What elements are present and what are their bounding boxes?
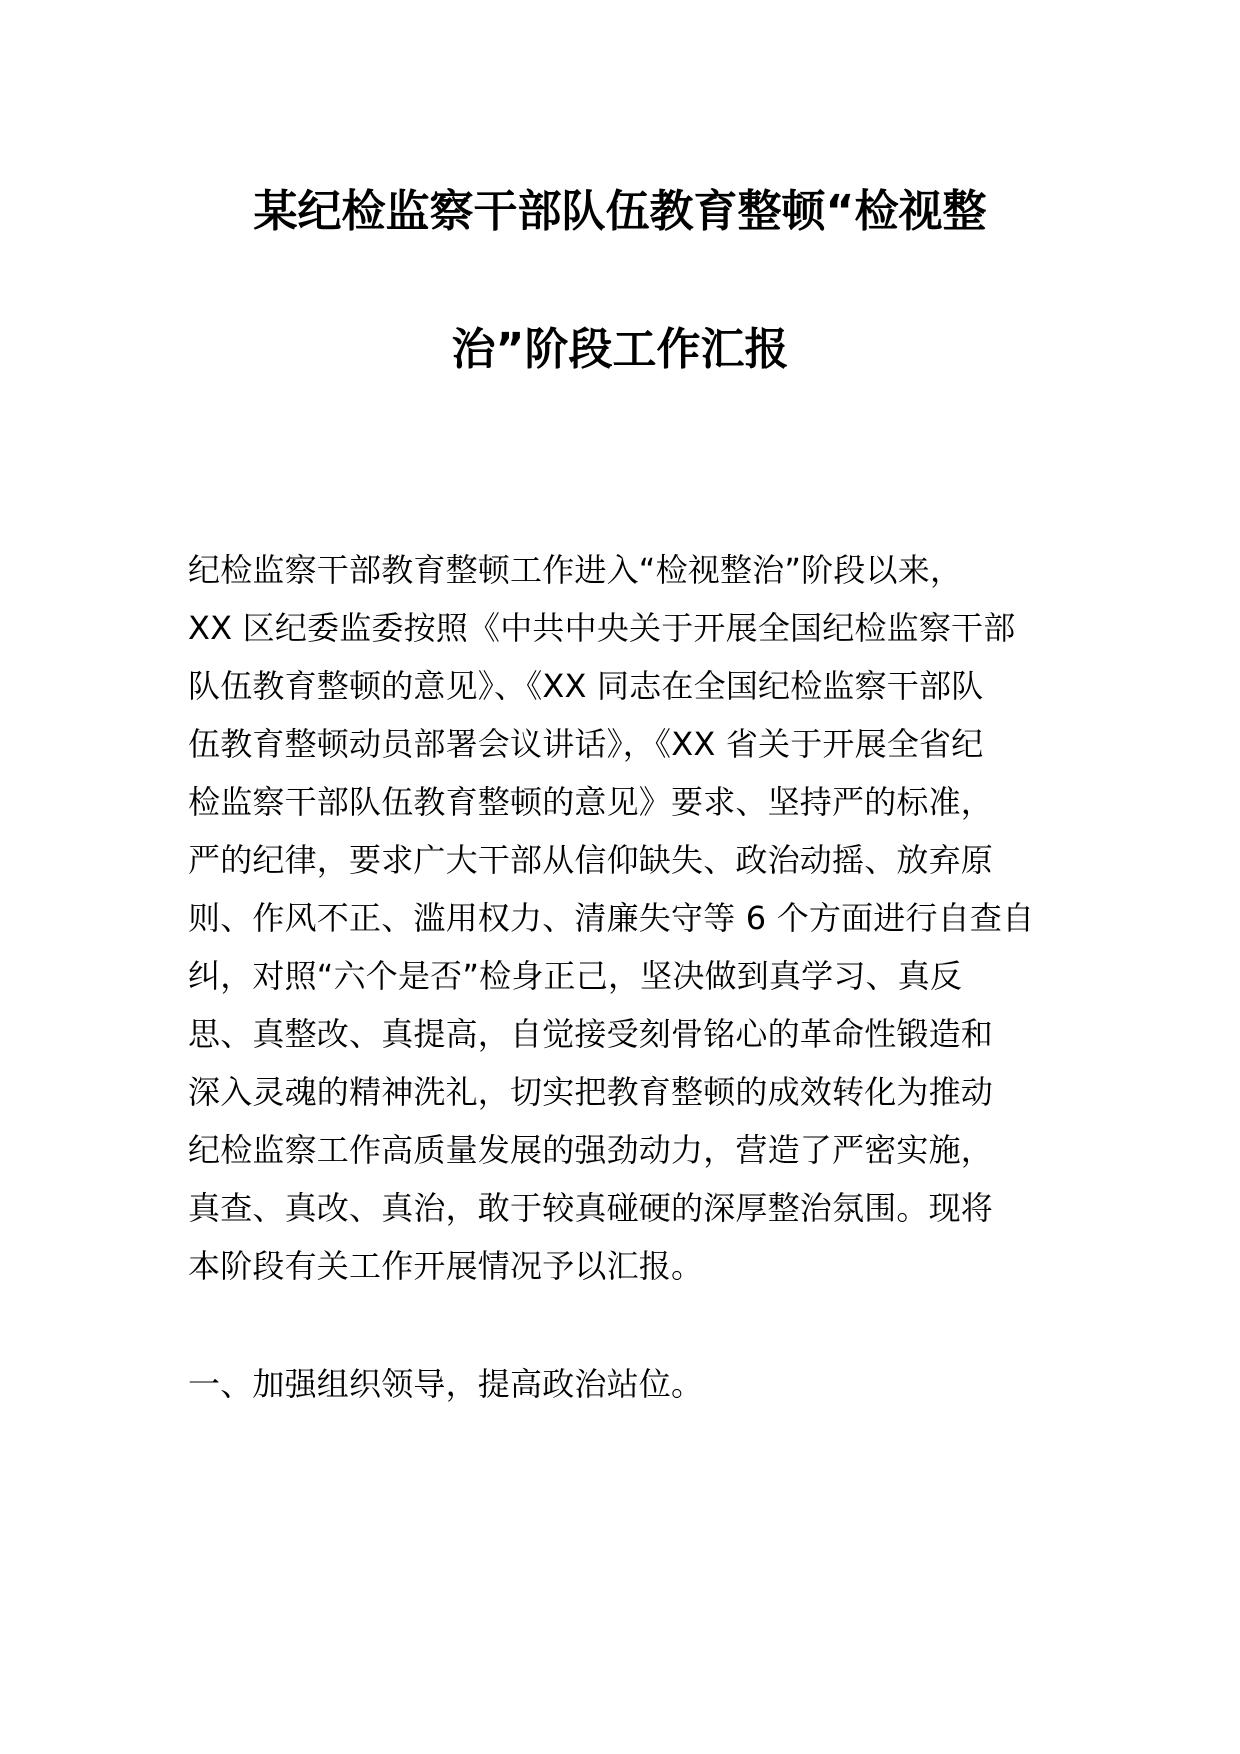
document-title-line-1: 某纪检监察干部队伍教育整顿“检视整 xyxy=(253,186,987,237)
paragraph-line: 真查、真改、真治，敢于较真碰硬的深厚整治氛围。现将 xyxy=(188,1189,994,1227)
paragraph-line: 纠，对照“六个是否”检身正己，坚决做到真学习、真反 xyxy=(188,957,963,995)
paragraph-line: XX 区纪委监委按照《中共中央关于开展全国纪检监察干部 xyxy=(188,609,1016,647)
section-heading: 一、加强组织领导，提高政治站位。 xyxy=(188,1365,704,1403)
paragraph-line: 队伍教育整顿的意见》、《XX 同志在全国纪检监察干部队 xyxy=(188,667,984,705)
paragraph-line: 深入灵魂的精神洗礼，切实把教育整顿的成效转化为推动 xyxy=(188,1073,994,1111)
paragraph-line: 纪检监察工作高质量发展的强劲动力，营造了严密实施， xyxy=(188,1131,994,1169)
document-title-line-2: 治”阶段工作汇报 xyxy=(451,324,789,375)
paragraph-line: 检监察干部队伍教育整顿的意见》要求、坚持严的标准， xyxy=(188,783,994,821)
paragraph-line: 严的纪律，要求广大干部从信仰缺失、政治动摇、放弃原 xyxy=(188,841,994,879)
paragraph-line: 本阶段有关工作开展情况予以汇报。 xyxy=(188,1247,704,1285)
paragraph-line: 思、真整改、真提高，自觉接受刻骨铭心的革命性锻造和 xyxy=(188,1015,994,1053)
paragraph-line: 伍教育整顿动员部署会议讲话》，《XX 省关于开展全省纪 xyxy=(188,725,984,763)
paragraph-line: 纪检监察干部教育整顿工作进入“检视整治”阶段以来， xyxy=(188,551,963,589)
paragraph-line: 则、作风不正、滥用权力、清廉失守等 6 个方面进行自查自 xyxy=(188,899,1035,937)
